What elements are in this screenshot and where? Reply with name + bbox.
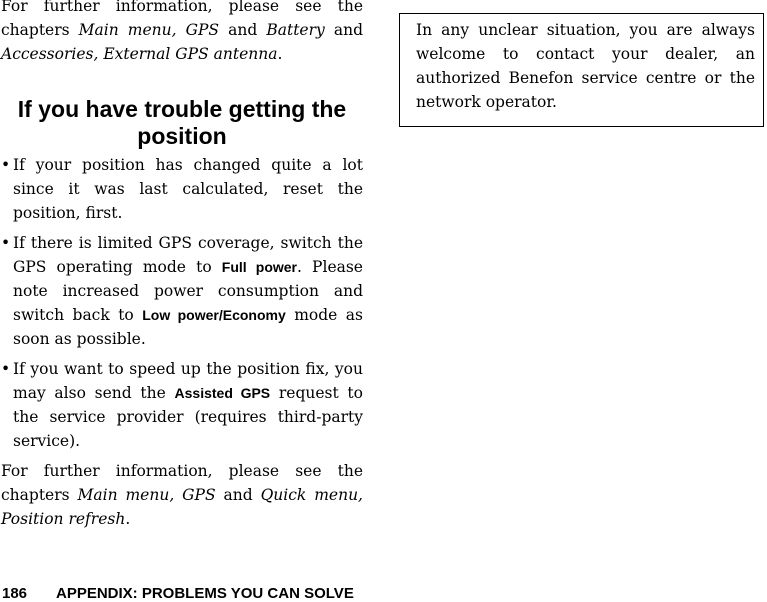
bullet-icon: • [1,156,11,174]
outro-end: . [125,510,131,528]
outro-ref-main-menu: Main menu, GPS [77,486,216,504]
intro-ref-battery: Battery [266,21,325,39]
list-item [1,357,363,453]
intro-text: For further information, please see the chapters [1,0,363,39]
mode-separator: / [218,307,223,323]
tip-reset-position: If your position has changed quite a lot since it was last calculated, reset the position, first. [13,156,363,222]
outro-ref-quick-menu: Quick menu, Position refresh [1,486,363,528]
note-text: In any unclear situation, you are always welcome to contact your dealer, an authorized Benefon service centre or the network operator. [416,21,755,111]
section-title: APPENDIX: PROBLEMS YOU CAN SOLVE [56,585,354,602]
assisted-gps-request: Assisted GPS [174,385,271,401]
page-number: 186 [2,585,28,602]
tip-coverage-text-2: . Please note increased power consumption and switch back to [13,258,363,324]
intro-end: . [277,45,283,63]
outro-and: and [215,486,261,504]
intro-ref-main-menu: Main menu, GPS [78,21,220,39]
outro-text: For further information, please see the chapters [1,462,363,504]
left-column [1,0,363,531]
intro-paragraph [1,0,363,66]
note-box [399,13,764,127]
page-footer [2,585,354,602]
tip-assisted-text: If you want to speed up the position fix, you may also send the [13,360,363,402]
mode-economy: Economy [222,307,286,323]
bullet-icon: • [1,360,11,378]
bullet-icon: • [1,234,11,252]
intro-ref-accessories: Accessories, External GPS antenna [1,45,278,63]
mode-low-power: Low power [142,307,219,323]
intro-and: and [219,21,267,39]
tips-list [1,153,363,453]
list-item [1,231,363,351]
mode-full-power: Full power [221,259,297,275]
tip-coverage-text: If there is limited GPS coverage, switch the GPS operating mode to [13,234,363,276]
tip-assisted-text-2: request to the service provider (requires third-party service). [13,384,363,450]
list-item [1,153,363,225]
section-heading: If you have trouble getting the position [17,96,347,149]
tip-coverage-text-3: mode as soon as possible. [13,306,363,348]
intro-and-2: and [324,21,363,39]
outro-paragraph [1,459,363,531]
